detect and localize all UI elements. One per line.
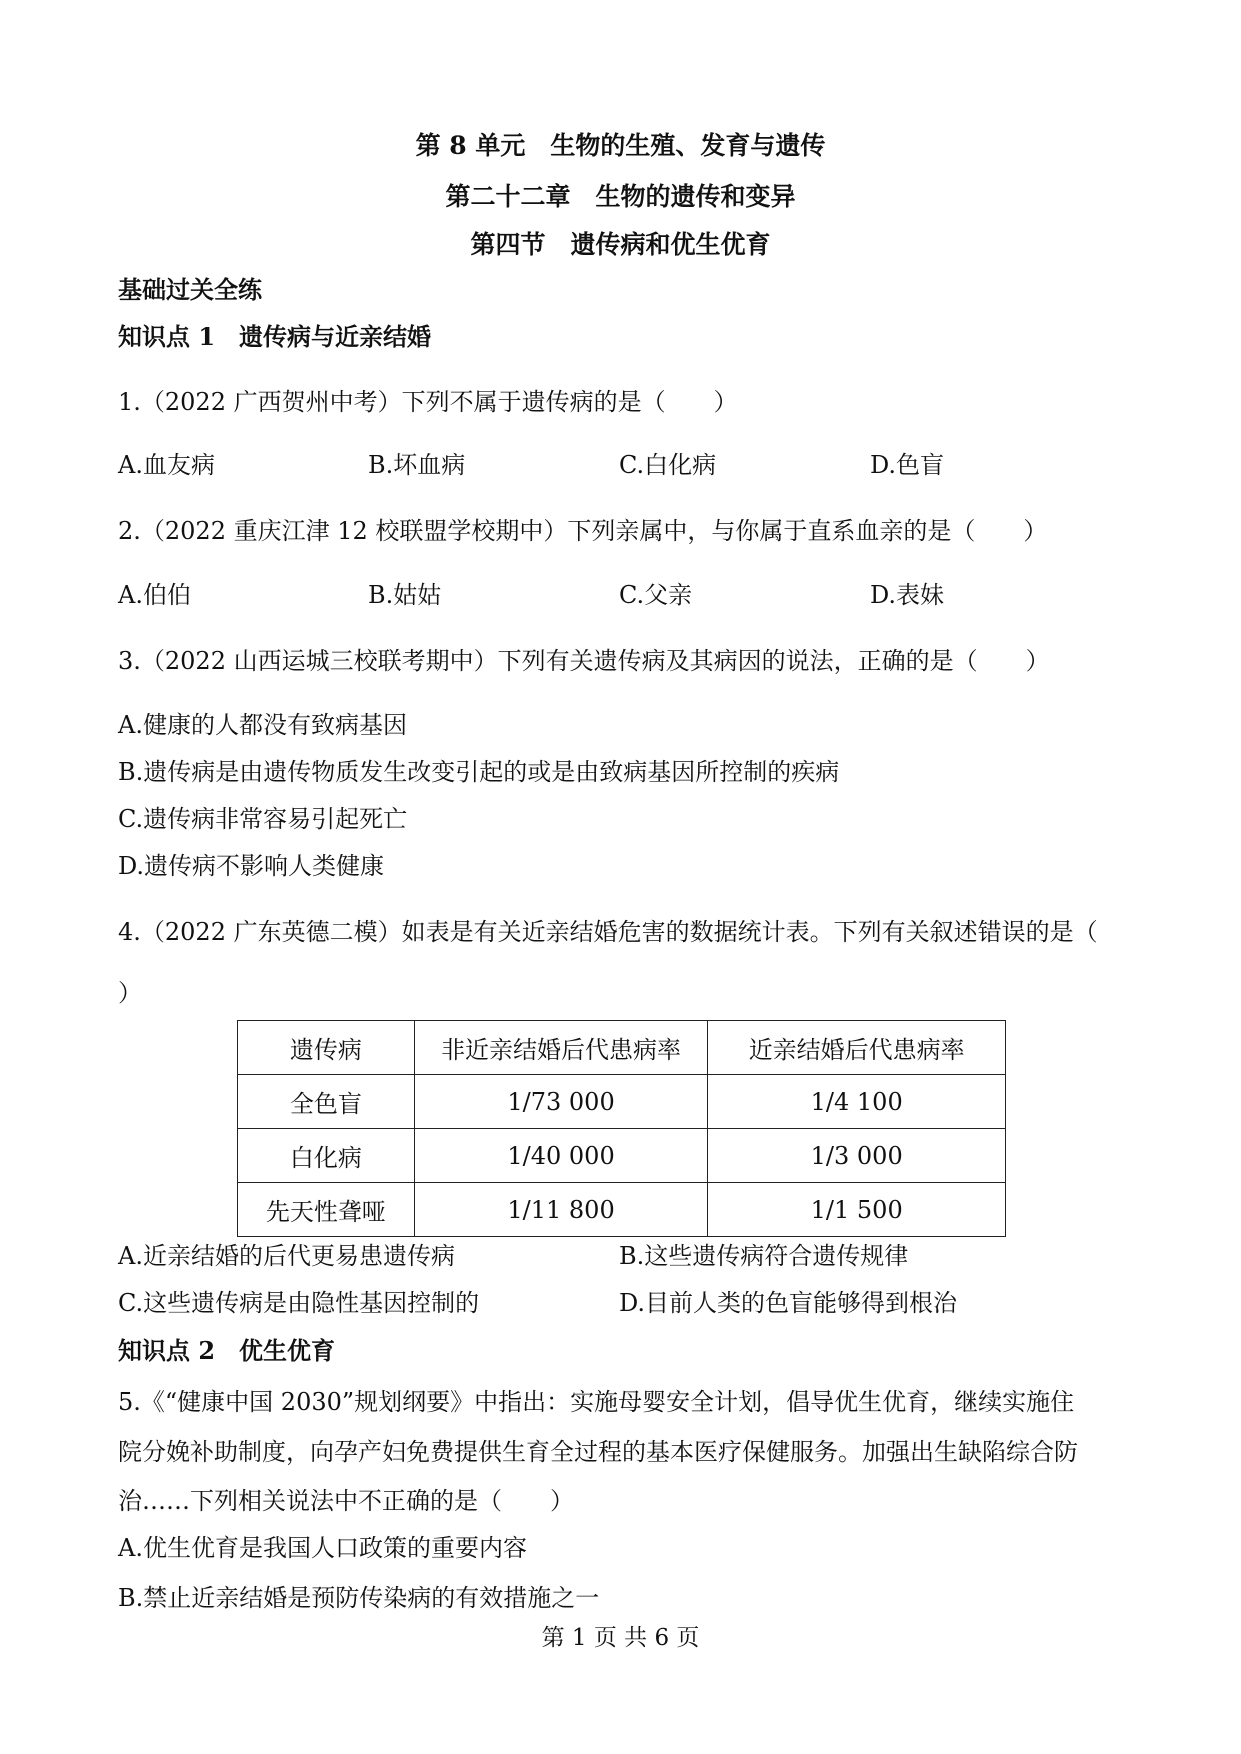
question-4-option-d: D.目前人类的色盲能够得到根治	[619, 1289, 958, 1317]
question-5-line2: 院分娩补助制度，向孕产妇免费提供生育全过程的基本医疗保健服务。加强出生缺陷综合防	[118, 1438, 1078, 1466]
question-1-option-a: A.血友病	[118, 451, 215, 479]
page-footer: 第 1 页 共 6 页	[541, 1625, 700, 1651]
table-header-cell: 遗传病	[238, 1021, 415, 1075]
question-3-option-a: A.健康的人都没有致病基因	[118, 711, 407, 739]
chapter-heading: 第二十二章 生物的遗传和变异	[445, 182, 796, 211]
question-1-option-c: C.白化病	[619, 451, 717, 479]
question-4-stem-line2: ）	[118, 979, 142, 1007]
question-2-option-c: C.父亲	[619, 581, 693, 609]
table-cell: 1/4 100	[708, 1075, 1006, 1129]
table-cell: 1/11 800	[414, 1183, 708, 1237]
disease-rate-table	[237, 1020, 1006, 1237]
knowledge-point-2: 知识点 2 优生优育	[118, 1336, 336, 1365]
question-4-stem-line1: 4.（2022 广东英德二模）如表是有关近亲结婚危害的数据统计表。下列有关叙述错误的是（	[118, 918, 1098, 946]
question-1-stem: 1.（2022 广西贺州中考）下列不属于遗传病的是（ ）	[118, 388, 738, 416]
question-3-option-c: C.遗传病非常容易引起死亡	[118, 805, 408, 833]
table-cell: 先天性聋哑	[238, 1183, 415, 1237]
knowledge-point-1: 知识点 1 遗传病与近亲结婚	[118, 322, 432, 351]
question-2-option-b: B.姑姑	[368, 581, 442, 609]
question-5-line3: 治……下列相关说法中不正确的是（ ）	[118, 1487, 574, 1515]
table-cell: 1/3 000	[708, 1129, 1006, 1183]
practice-title: 基础过关全练	[118, 275, 262, 304]
question-1-option-b: B.坏血病	[368, 451, 466, 479]
question-5-line1: 5.《“健康中国 2030”规划纲要》中指出：实施母婴安全计划，倡导优生优育，继续实施住	[118, 1388, 1075, 1416]
table-cell: 全色盲	[238, 1075, 415, 1129]
table-cell: 白化病	[238, 1129, 415, 1183]
table-row	[238, 1129, 1006, 1183]
question-3-stem: 3.（2022 山西运城三校联考期中）下列有关遗传病及其病因的说法，正确的是（ ）	[118, 647, 1050, 675]
unit-heading: 第 8 单元 生物的生殖、发育与遗传	[415, 131, 826, 160]
table-header-cell: 非近亲结婚后代患病率	[414, 1021, 708, 1075]
table-row	[238, 1183, 1006, 1237]
table-row	[238, 1075, 1006, 1129]
question-5-option-b: B.禁止近亲结婚是预防传染病的有效措施之一	[118, 1584, 600, 1612]
question-4-option-a: A.近亲结婚的后代更易患遗传病	[118, 1242, 455, 1270]
question-2-stem: 2.（2022 重庆江津 12 校联盟学校期中）下列亲属中，与你属于直系血亲的是（ ）	[118, 517, 1048, 545]
question-3-option-d: D.遗传病不影响人类健康	[118, 852, 385, 880]
question-4-option-c: C.这些遗传病是由隐性基因控制的	[118, 1289, 480, 1317]
table-header-cell: 近亲结婚后代患病率	[708, 1021, 1006, 1075]
question-5-option-a: A.优生优育是我国人口政策的重要内容	[118, 1534, 527, 1562]
question-2-option-d: D.表妹	[870, 581, 945, 609]
table-cell: 1/40 000	[414, 1129, 708, 1183]
question-3-option-b: B.遗传病是由遗传物质发生改变引起的或是由致病基因所控制的疾病	[118, 758, 840, 786]
table-cell: 1/73 000	[414, 1075, 708, 1129]
section-heading: 第四节 遗传病和优生优育	[470, 230, 771, 259]
question-2-option-a: A.伯伯	[118, 581, 191, 609]
table-cell: 1/1 500	[708, 1183, 1006, 1237]
question-4-option-b: B.这些遗传病符合遗传规律	[619, 1242, 909, 1270]
table-header-row	[238, 1021, 1006, 1075]
question-1-option-d: D.色盲	[870, 451, 945, 479]
